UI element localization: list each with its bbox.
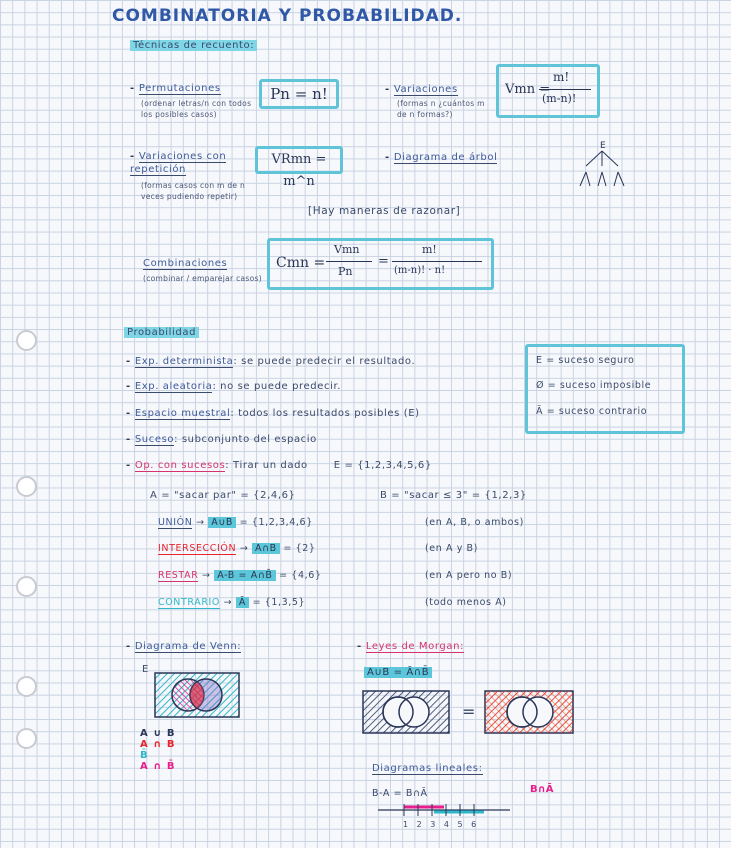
venn-diagram: [154, 672, 240, 718]
morgan-heading: - Leyes de Morgan:: [357, 641, 464, 652]
legend-union: A ∪ B: [140, 728, 176, 739]
binder-hole: [16, 476, 37, 497]
var-rep-desc: (formas casos con m de n veces pudiendo repetir): [141, 181, 246, 201]
section-heading-tecnicas: Técnicas de recuento:: [130, 40, 257, 51]
hay-maneras-note: [Hay maneras de razonar]: [308, 205, 461, 217]
event-a: A = "sacar par" = {2,4,6}: [150, 490, 296, 501]
exp-aleatoria-line: - Exp. aleatoria: no se puede predecir.: [126, 381, 342, 392]
definitions-box: [525, 344, 685, 434]
binder-hole: [16, 330, 37, 351]
variaciones-label: - Variaciones: [385, 84, 458, 95]
def-suceso-imposible: Ø = suceso imposible: [536, 380, 652, 391]
binder-hole: [16, 728, 37, 749]
number-line: [374, 798, 514, 820]
lineal-formula: B-A = B∩Ā: [372, 788, 428, 799]
legend-interseccion: A ∩ B: [140, 739, 176, 750]
morgan-formula: A∪B = Ā∩B̄: [364, 667, 432, 678]
variaciones-desc: (formas n ¿cuántos m de n formas?): [397, 99, 485, 119]
permutaciones-desc: (ordenar letras/n con todos los posibles casos): [141, 99, 252, 119]
var-rep-formula-box: VRmn = m^n: [255, 146, 343, 174]
op-interseccion: INTERSECCIÓN → A∩B = {2}: [158, 543, 316, 554]
combinaciones-label: Combinaciones: [143, 258, 228, 269]
op-contrario-note: (todo menos A): [425, 597, 507, 608]
suceso-line: - Suceso: subconjunto del espacio: [126, 434, 317, 445]
op-union: UNIÓN → A∪B = {1,2,3,4,6}: [158, 517, 313, 528]
binder-hole: [16, 576, 37, 597]
lineal-magenta-label: B∩Ā: [530, 784, 554, 795]
combinaciones-formula-box: Cmn = Vmn Pn = m! (m-n)! · n!: [267, 238, 494, 290]
exp-determinista-line: - Exp. determinista: se puede predecir el resultado.: [126, 356, 416, 367]
venn-legend: [140, 728, 175, 772]
def-suceso-contrario: Ā = suceso contrario: [536, 406, 648, 417]
binder-hole: [16, 676, 37, 697]
venn-space-label: E: [142, 664, 149, 675]
morgan-equals: =: [462, 702, 477, 721]
op-union-note: (en A, B, o ambos): [425, 517, 524, 528]
var-rep-label: - Variaciones con repetición: [130, 151, 227, 175]
combinaciones-desc: (combinar / emparejar casos): [143, 274, 262, 283]
lineal-heading: Diagramas lineales:: [372, 763, 483, 774]
permutaciones-label: - Permutaciones: [130, 83, 221, 94]
op-restar-note: (en A pero no B): [425, 570, 513, 581]
def-suceso-seguro: E = suceso seguro: [536, 355, 635, 366]
page-title: COMBINATORIA Y PROBABILIDAD.: [112, 6, 463, 26]
tree-diagram-icon: [574, 138, 630, 192]
legend-a-minus-b: A ∩ B̄: [140, 761, 176, 772]
section-heading-probabilidad: Probabilidad: [124, 327, 199, 338]
morgan-left-diagram: [362, 690, 450, 734]
event-b: B = "sacar ≤ 3" = {1,2,3}: [380, 490, 527, 501]
espacio-muestral-line: - Espacio muestral: todos los resultados posibles (E): [126, 408, 420, 419]
number-line-marks: 1 2 3 4 5 6: [403, 820, 480, 829]
arbol-label: - Diagrama de árbol: [385, 152, 498, 163]
legend-b-complement: B̄: [140, 750, 149, 761]
morgan-right-diagram: [484, 690, 574, 734]
op-sucesos-line: - Op. con sucesos: Tirar un dado E = {1,2,3,4,5,6}: [126, 460, 432, 471]
op-contrario: CONTRARIO → Ā = {1,3,5}: [158, 597, 306, 608]
op-interseccion-note: (en A y B): [425, 543, 478, 554]
venn-heading: - Diagrama de Venn:: [126, 641, 242, 652]
variaciones-formula-box: Vmn = m! (m-n)!: [496, 64, 600, 118]
op-restar: RESTAR → A-B = A∩B̄ = {4,6}: [158, 570, 322, 581]
tree-root-label: E: [600, 141, 606, 151]
permutaciones-formula-box: Pn = n!: [259, 79, 339, 109]
